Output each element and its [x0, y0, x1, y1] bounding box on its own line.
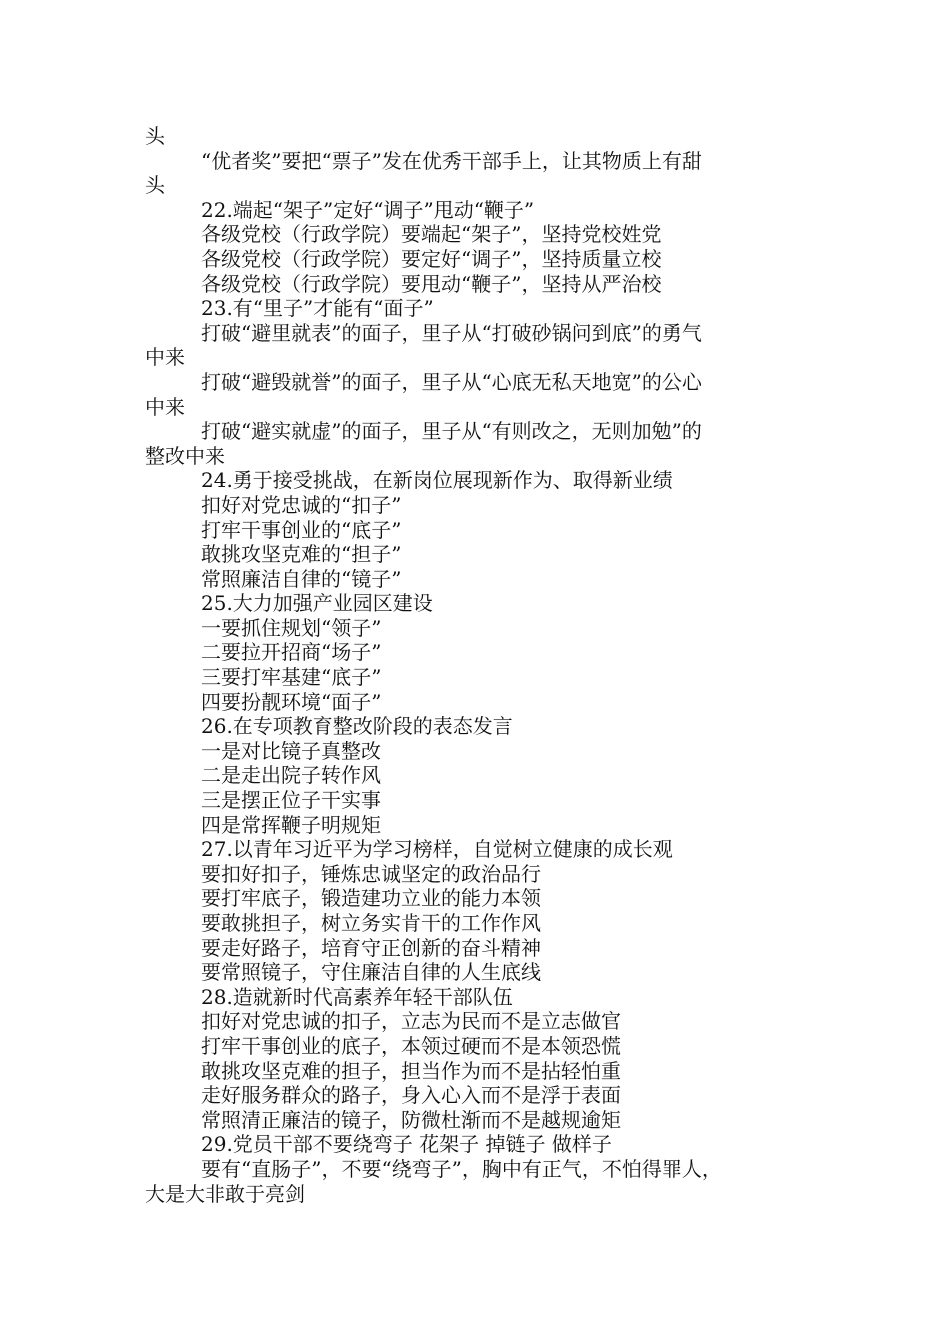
- text-line: 28.造就新时代高素养年轻干部队伍: [201, 984, 513, 1009]
- text-line: 要打牢底子，锻造建功立业的能力本领: [201, 886, 541, 911]
- text-line: 敢挑攻坚克难的“担子”: [201, 542, 402, 567]
- text-line: 敢挑攻坚克难的担子，担当作为而不是拈轻怕重: [201, 1058, 621, 1083]
- text-line: 一要抓住规划“领子”: [201, 615, 382, 640]
- text-line: 四是常挥鞭子明规矩: [201, 812, 381, 837]
- text-line: 中来: [145, 345, 185, 370]
- text-line: 常照清正廉洁的镜子，防微杜渐而不是越规逾矩: [201, 1107, 621, 1132]
- text-line: 24.勇于接受挑战，在新岗位展现新作为、取得新业绩: [201, 468, 673, 493]
- text-line: 扣好对党忠诚的扣子，立志为民而不是立志做官: [201, 1009, 621, 1034]
- text-line: 26.在专项教育整改阶段的表态发言: [201, 714, 513, 739]
- text-line: 要扣好扣子，锤炼忠诚坚定的政治品行: [201, 861, 541, 886]
- text-line: “优者奖”要把“票子”发在优秀干部手上，让其物质上有甜: [201, 148, 702, 173]
- text-line: 要走好路子，培育守正创新的奋斗精神: [201, 935, 541, 960]
- text-line: 三要打牢基建“底子”: [201, 665, 382, 690]
- text-line: 中来: [145, 394, 185, 419]
- text-line: 头: [145, 124, 165, 148]
- text-line: 二是走出院子转作风: [201, 763, 381, 788]
- text-line: 各级党校（行政学院）要甩动“鞭子”，坚持从严治校: [201, 271, 662, 296]
- text-line: 走好服务群众的路子，身入心入而不是浮于表面: [201, 1083, 621, 1108]
- text-line: 大是大非敢于亮剑: [145, 1181, 305, 1206]
- text-line: 一是对比镜子真整改: [201, 738, 381, 763]
- text-line: 打破“避实就虚”的面子，里子从“有则改之，无则加勉”的: [201, 419, 702, 444]
- text-line: 二要拉开招商“场子”: [201, 640, 382, 665]
- text-line: 要敢挑担子，树立务实肯干的工作作风: [201, 911, 541, 935]
- text-line: 打破“避里就表”的面子，里子从“打破砂锅问到底”的勇气: [201, 320, 702, 345]
- text-line: 扣好对党忠诚的“扣子”: [201, 492, 402, 517]
- text-line: 头: [145, 173, 165, 198]
- text-line: 22.端起“架子”定好“调子”甩动“鞭子”: [201, 197, 535, 222]
- document-body: [145, 124, 809, 1206]
- text-line: 常照廉洁自律的“镜子”: [201, 566, 402, 591]
- text-line: 25.大力加强产业园区建设: [201, 591, 433, 616]
- text-line: 四要扮靓环境“面子”: [201, 689, 382, 714]
- text-line: 要有“直肠子”，不要“绕弯子”，胸中有正气，不怕得罪人，: [201, 1156, 722, 1181]
- text-line: 要常照镜子，守住廉洁自律的人生底线: [201, 960, 541, 985]
- text-line: 整改中来: [145, 443, 225, 468]
- text-line: 27.以青年习近平为学习榜样，自觉树立健康的成长观: [201, 837, 673, 862]
- text-line: 各级党校（行政学院）要端起“架子”，坚持党校姓党: [201, 222, 662, 247]
- text-line: 打破“避毁就誉”的面子，里子从“心底无私天地宽”的公心: [201, 369, 702, 394]
- text-line: 各级党校（行政学院）要定好“调子”，坚持质量立校: [201, 246, 662, 271]
- text-line: 23.有“里子”才能有“面子”: [201, 296, 434, 321]
- text-line: 打牢干事创业的底子，本领过硬而不是本领恐慌: [201, 1033, 621, 1058]
- text-line: 三是摆正位子干实事: [201, 788, 381, 813]
- text-line: 29.党员干部不要绕弯子 花架子 掉链子 做样子: [201, 1132, 612, 1157]
- text-line: 打牢干事创业的“底子”: [201, 517, 402, 542]
